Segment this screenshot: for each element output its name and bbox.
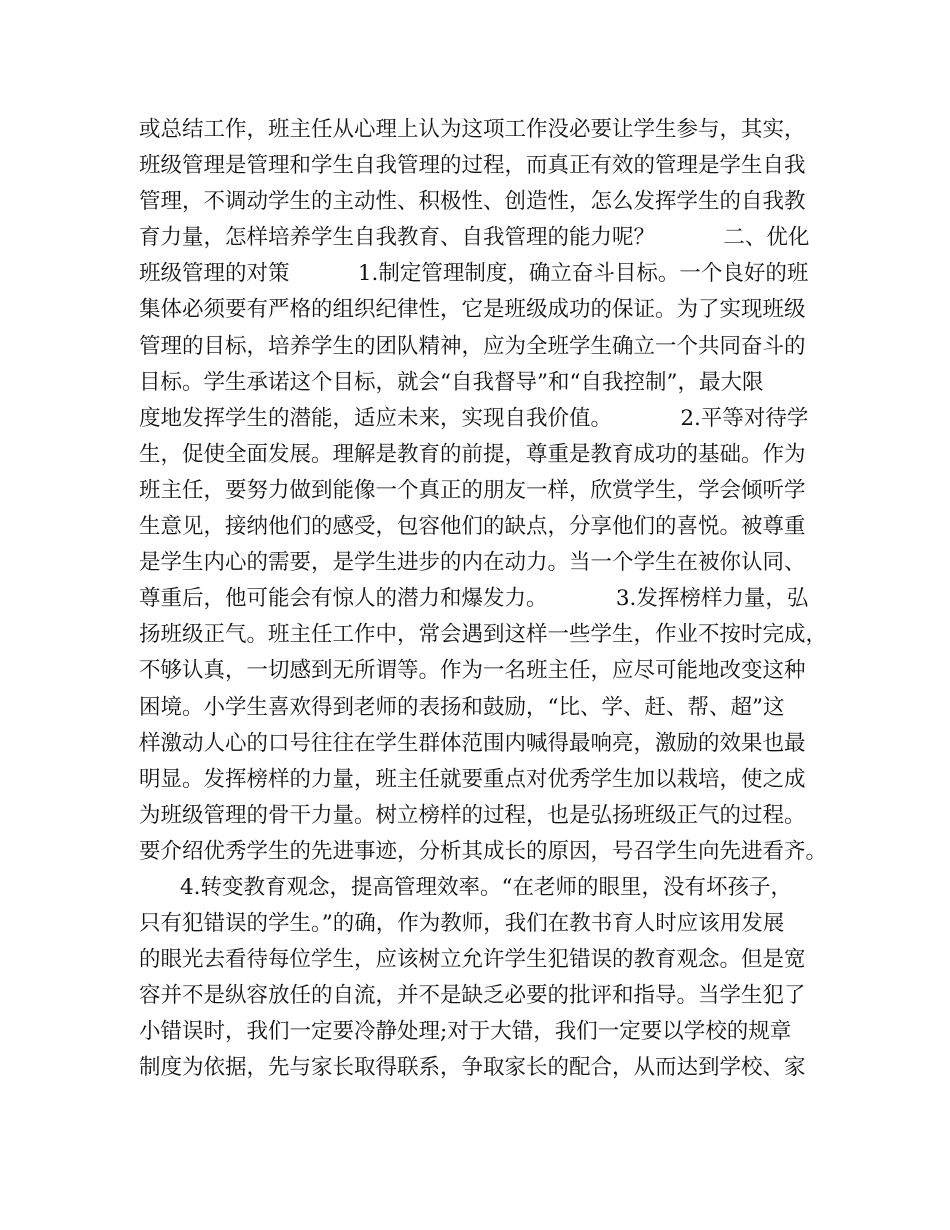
text-line: 生意见，接纳他们的感受，包容他们的缺点，分享他们的喜悦。被尊重 <box>139 514 806 540</box>
text-line: 不够认真，一切感到无所谓等。作为一名班主任，应尽可能地改变这种 <box>139 658 806 684</box>
text-line: 管理，不调动学生的主动性、积极性、创造性，怎么发挥学生的自我教 <box>139 189 806 215</box>
text-line: 的眼光去看待每位学生，应该树立允许学生犯错误的教育观念。但是宽 <box>139 947 806 973</box>
text-line: 尊重后，他可能会有惊人的潜力和爆发力。 3.发挥榜样力量，弘 <box>139 586 809 612</box>
text-line: 要介绍优秀学生的先进事迹，分析其成长的原因，号召学生向先进看齐。 <box>139 838 828 864</box>
text-line: 集体必须要有严格的组织纪律性，它是班级成功的保证。为了实现班级 <box>139 297 806 323</box>
text-line: 或总结工作，班主任从心理上认为这项工作没必要让学生参与，其实， <box>139 117 806 142</box>
text-line: 为班级管理的骨干力量。树立榜样的过程，也是弘扬班级正气的过程。 <box>139 802 806 828</box>
text-line: 班主任，要努力做到能像一个真正的朋友一样，欣赏学生，学会倾听学 <box>139 477 806 503</box>
text-line: 明显。发挥榜样的力量，班主任就要重点对优秀学生加以栽培，使之成 <box>139 766 806 792</box>
text-line: 班级管理的对策 1.制定管理制度，确立奋斗目标。一个良好的班 <box>139 261 809 287</box>
text-line: 生，促使全面发展。理解是教育的前提，尊重是教育成功的基础。作为 <box>139 441 806 467</box>
text-line: 小错误时，我们一定要冷静处理;对于大错，我们一定要以学校的规章 <box>139 1019 792 1045</box>
text-line: 4.转变教育观念，提高管理效率。“在老师的眼里，没有坏孩子， <box>139 874 793 900</box>
text-line: 管理的目标，培养学生的团队精神，应为全班学生确立一个共同奋斗的 <box>139 333 806 359</box>
text-line: 是学生内心的需要，是学生进步的内在动力。当一个学生在被你认同、 <box>139 550 806 576</box>
text-line: 育力量，怎样培养学生自我教育、自我管理的能力呢？ 二、优化 <box>139 225 810 251</box>
text-line: 只有犯错误的学生。”的确，作为教师，我们在教书育人时应该用发展 <box>139 911 785 937</box>
text-line: 班级管理是管理和学生自我管理的过程，而真正有效的管理是学生自我 <box>139 153 806 179</box>
text-line: 制度为依据，先与家长取得联系，争取家长的配合，从而达到学校、家 <box>139 1055 806 1081</box>
text-line: 样激动人心的口号往往在学生群体范围内喊得最响亮，激励的效果也最 <box>139 730 806 756</box>
text-line: 容并不是纵容放任的自流，并不是缺乏必要的批评和指导。当学生犯了 <box>139 983 806 1009</box>
text-line: 困境。小学生喜欢得到老师的表扬和鼓励，“比、学、赶、帮、超”这 <box>139 694 785 720</box>
text-line: 度地发挥学生的潜能，适应未来，实现自我价值。 2.平等对待学 <box>139 405 809 431</box>
text-line: 目标。学生承诺这个目标，就会“自我督导”和“自我控制”，最大限 <box>139 369 764 395</box>
text-line: 扬班级正气。班主任工作中，常会遇到这样一些学生，作业不按时完成， <box>139 622 828 648</box>
body-text <box>139 112 829 1087</box>
